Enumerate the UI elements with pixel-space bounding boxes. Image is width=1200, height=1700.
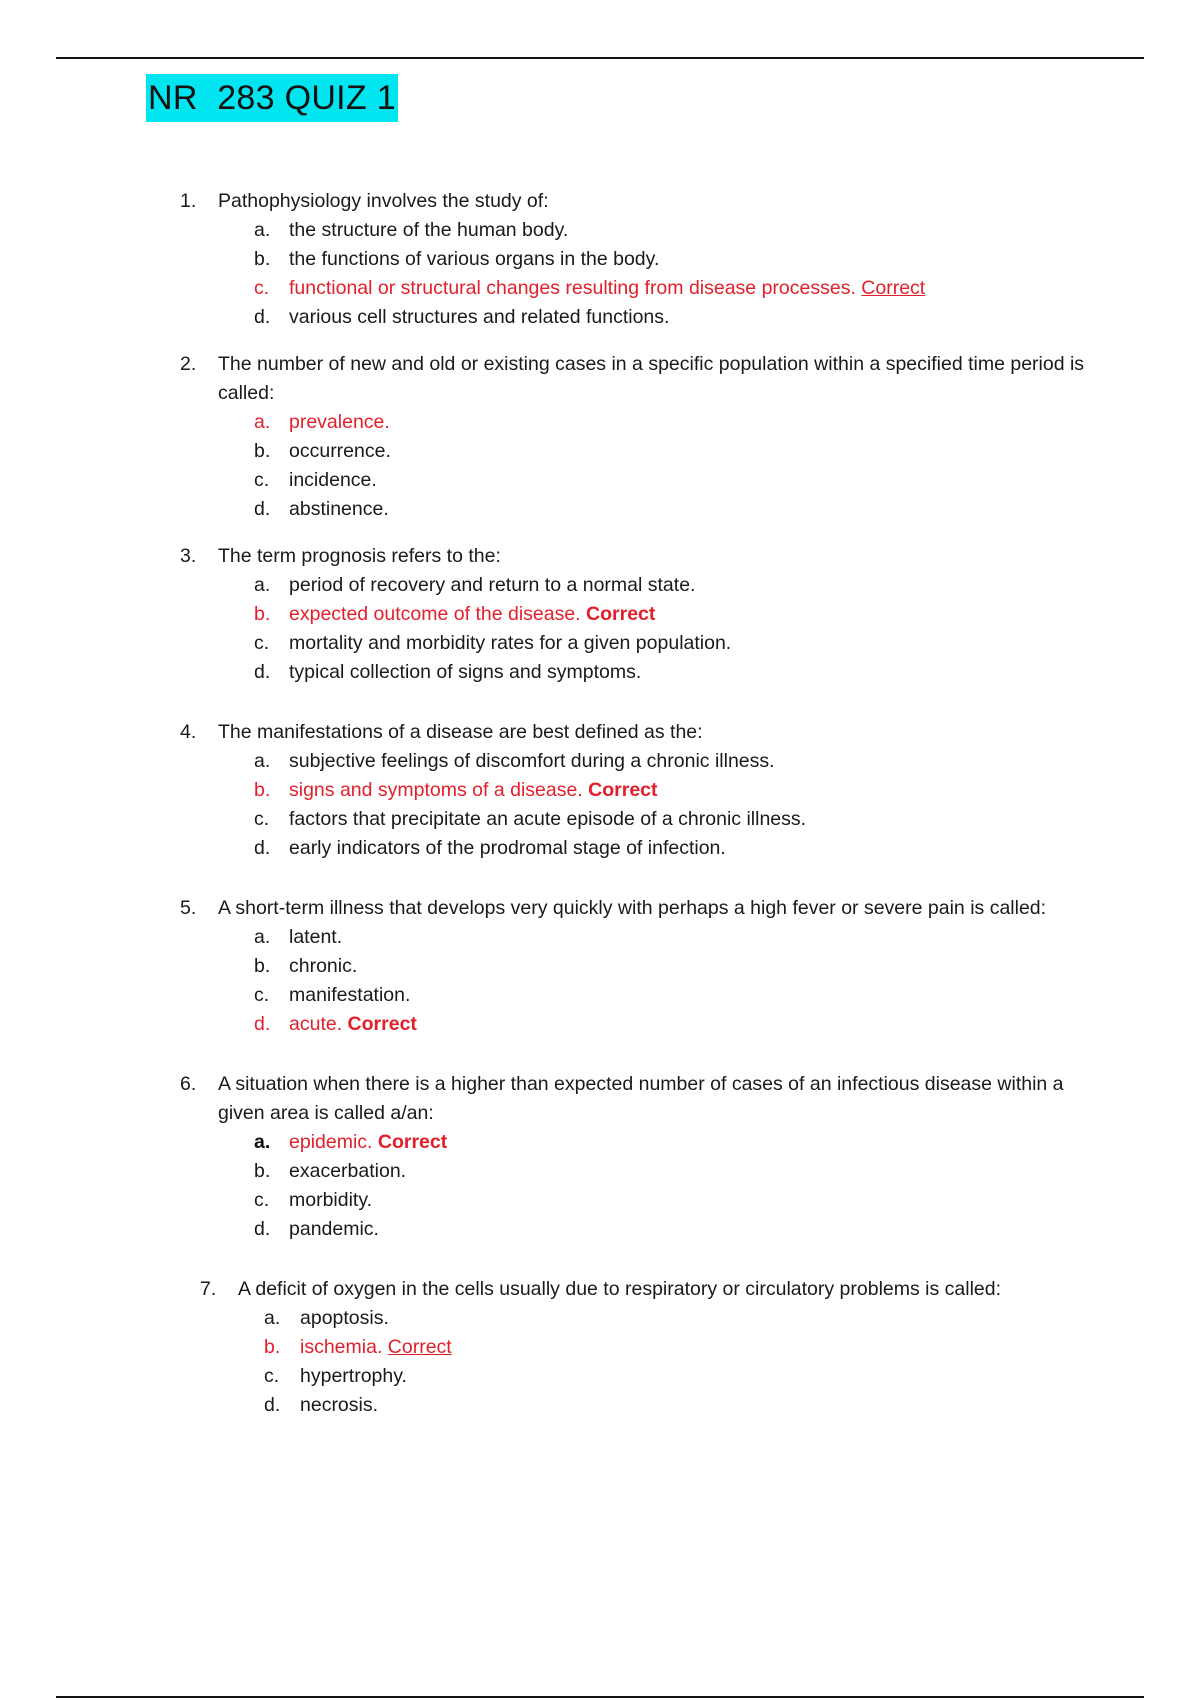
option-c — [200, 1362, 1120, 1391]
question-number: 5. — [180, 897, 197, 919]
question-number: 4. — [180, 721, 197, 743]
option-text: ischemia. — [300, 1336, 383, 1358]
option-text: the structure of the human body. — [289, 219, 569, 241]
option-d — [180, 658, 1100, 687]
option-letter: b. — [264, 1336, 281, 1358]
option-c-correct-answer — [180, 274, 1100, 303]
option-d — [180, 834, 1100, 863]
option-letter: c. — [254, 632, 270, 654]
question-3 — [180, 542, 1100, 687]
question-6 — [180, 1070, 1100, 1244]
correct-mark: Correct — [586, 603, 656, 625]
option-letter: d. — [254, 498, 271, 520]
option-b-correct-answer — [180, 600, 1100, 629]
option-text: latent. — [289, 926, 343, 948]
option-c — [180, 981, 1100, 1010]
option-a — [200, 1304, 1120, 1333]
page-title: NR 283 QUIZ 1 — [146, 74, 398, 122]
option-c — [180, 466, 1100, 495]
option-text: epidemic. — [289, 1131, 373, 1153]
option-letter: a. — [254, 1131, 271, 1153]
option-d — [180, 303, 1100, 332]
option-c — [180, 805, 1100, 834]
option-letter: b. — [254, 779, 271, 801]
option-letter: b. — [254, 248, 271, 270]
question-stem — [180, 1070, 1100, 1128]
option-text: functional or structural changes resulting from disease processes. — [289, 277, 856, 299]
option-text: incidence. — [289, 469, 377, 491]
question-1 — [180, 187, 1100, 332]
option-letter: d. — [254, 837, 271, 859]
correct-mark: Correct — [861, 277, 926, 299]
question-text: The term prognosis refers to the: — [218, 545, 501, 567]
option-letter: c. — [254, 984, 270, 1006]
question-number: 1. — [180, 190, 197, 212]
option-letter: a. — [254, 411, 271, 433]
option-letter: b. — [254, 955, 271, 977]
option-letter: c. — [254, 469, 270, 491]
bottom-rule — [56, 1696, 1144, 1698]
question-7 — [200, 1275, 1120, 1420]
option-d — [200, 1391, 1120, 1420]
question-stem — [180, 187, 1100, 216]
question-text: A deficit of oxygen in the cells usually due to respiratory or circulatory problems is called: — [238, 1278, 1002, 1300]
question-stem — [180, 542, 1100, 571]
option-letter: a. — [254, 926, 271, 948]
correct-mark: Correct — [387, 1336, 452, 1358]
question-text: A short-term illness that develops very quickly with perhaps a high fever or severe pain is called: — [218, 897, 1047, 919]
option-d — [180, 1215, 1100, 1244]
option-a — [180, 216, 1100, 245]
option-letter: b. — [254, 440, 271, 462]
question-number: 7. — [200, 1278, 217, 1300]
question-stem — [200, 1275, 1120, 1304]
option-letter: c. — [254, 808, 270, 830]
option-letter: d. — [254, 1013, 271, 1035]
option-a-correct-answer — [180, 408, 1100, 437]
option-b-correct-answer — [180, 776, 1100, 805]
correct-mark: Correct — [588, 779, 658, 801]
question-text: The number of new and old or existing cases in a specific population within a specified time period is called: — [218, 353, 1085, 404]
option-text: the functions of various organs in the body. — [289, 248, 660, 270]
option-text: occurrence. — [289, 440, 391, 462]
option-text: morbidity. — [289, 1189, 373, 1211]
option-text: typical collection of signs and symptoms. — [289, 661, 642, 683]
option-b — [180, 437, 1100, 466]
option-letter: c. — [254, 1189, 270, 1211]
option-text: various cell structures and related functions. — [289, 306, 670, 328]
option-text: signs and symptoms of a disease. — [289, 779, 583, 801]
question-stem — [180, 894, 1100, 923]
option-c — [180, 629, 1100, 658]
question-number: 6. — [180, 1073, 197, 1095]
question-stem — [180, 350, 1100, 408]
question-2 — [180, 350, 1100, 524]
option-a — [180, 571, 1100, 600]
option-text: factors that precipitate an acute episode of a chronic illness. — [289, 808, 807, 830]
option-text: mortality and morbidity rates for a given population. — [289, 632, 732, 654]
question-4 — [180, 718, 1100, 863]
correct-mark: Correct — [377, 1131, 448, 1153]
option-text: apoptosis. — [300, 1307, 389, 1329]
question-text: The manifestations of a disease are best defined as the: — [218, 721, 703, 743]
option-letter: b. — [254, 603, 271, 625]
option-text: period of recovery and return to a normal state. — [289, 574, 696, 596]
question-text: Pathophysiology involves the study of: — [218, 190, 549, 212]
option-text: early indicators of the prodromal stage of infection. — [289, 837, 726, 859]
option-a-correct-answer — [180, 1128, 1100, 1157]
option-text: expected outcome of the disease. — [289, 603, 581, 625]
option-letter: a. — [254, 219, 271, 241]
option-letter: a. — [264, 1307, 281, 1329]
question-number: 3. — [180, 545, 197, 567]
option-text: pandemic. — [289, 1218, 379, 1240]
option-letter: c. — [264, 1365, 280, 1387]
option-text: exacerbation. — [289, 1160, 407, 1182]
option-text: subjective feelings of discomfort during a chronic illness. — [289, 750, 775, 772]
option-letter: d. — [254, 1218, 271, 1240]
option-text: manifestation. — [289, 984, 411, 1006]
option-text: prevalence. — [289, 411, 390, 433]
option-letter: d. — [264, 1394, 281, 1416]
option-b — [180, 952, 1100, 981]
option-b-correct-answer — [200, 1333, 1120, 1362]
option-letter: c. — [254, 277, 270, 299]
option-a — [180, 923, 1100, 952]
option-d-correct-answer — [180, 1010, 1100, 1039]
question-stem — [180, 718, 1100, 747]
option-text: abstinence. — [289, 498, 389, 520]
option-letter: a. — [254, 750, 271, 772]
correct-mark: Correct — [347, 1013, 417, 1035]
option-letter: a. — [254, 574, 271, 596]
option-letter: d. — [254, 306, 271, 328]
option-text: hypertrophy. — [300, 1365, 407, 1387]
option-b — [180, 245, 1100, 274]
question-5 — [180, 894, 1100, 1039]
option-letter: d. — [254, 661, 271, 683]
option-text: acute. — [289, 1013, 343, 1035]
option-letter: b. — [254, 1160, 271, 1182]
option-c — [180, 1186, 1100, 1215]
option-b — [180, 1157, 1100, 1186]
option-d — [180, 495, 1100, 524]
question-text: A situation when there is a higher than expected number of cases of an infectious disease within a given area is called a/an: — [218, 1073, 1064, 1124]
option-text: necrosis. — [300, 1394, 379, 1416]
option-text: chronic. — [289, 955, 358, 977]
option-a — [180, 747, 1100, 776]
question-number: 2. — [180, 353, 197, 375]
